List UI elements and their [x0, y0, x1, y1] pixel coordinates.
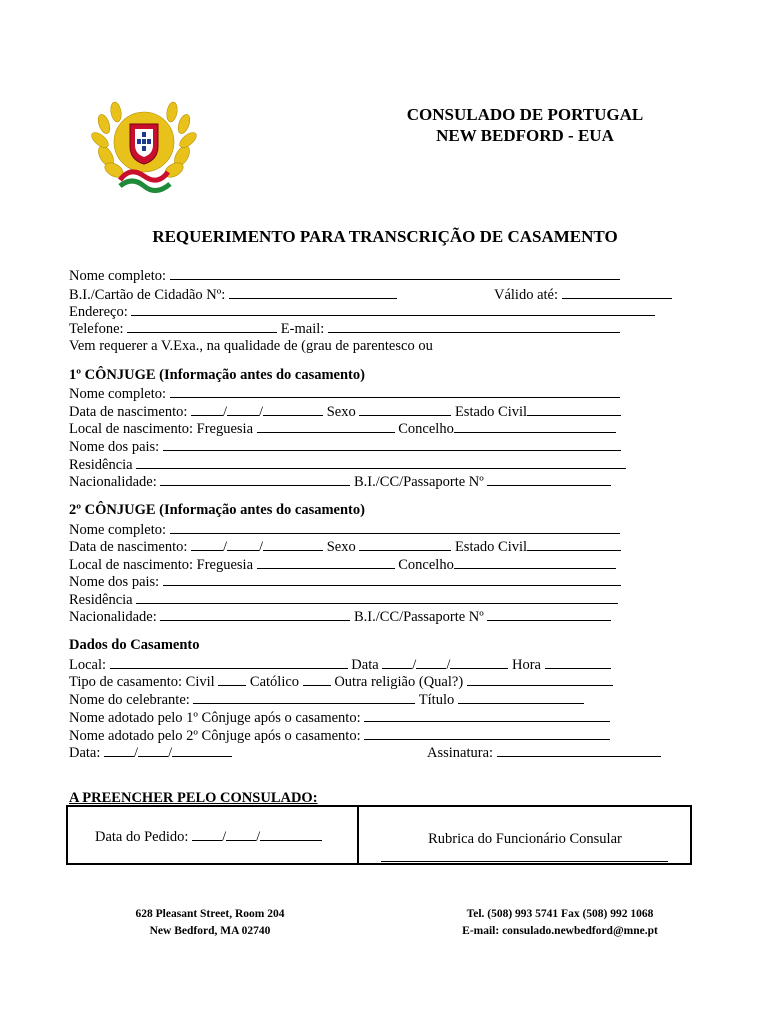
marriage-civil-field[interactable]: [218, 672, 246, 686]
spouse1-birthplace-row: [69, 419, 616, 438]
final-year[interactable]: [172, 743, 232, 757]
label: Data:: [69, 745, 101, 761]
spouse2-nationality-row: [69, 607, 611, 626]
label: Nome completo:: [69, 268, 167, 284]
marriage-name2-field[interactable]: [364, 726, 610, 740]
label: Local de nascimento: Freguesia: [69, 421, 254, 437]
label: Católico: [249, 674, 300, 690]
label: Sexo: [326, 539, 356, 555]
spouse2-birth-row: Data de nascimento: / / Sexo Estado Civil: [69, 537, 621, 556]
final-day[interactable]: [104, 743, 134, 757]
footer-address: [110, 906, 310, 940]
spouse2-residence-field[interactable]: [136, 590, 618, 604]
signature-row: [427, 743, 661, 762]
label: Tipo de casamento: Civil: [69, 674, 215, 690]
spouse1-id-field[interactable]: [487, 472, 611, 486]
consulate-box-divider: [357, 805, 359, 865]
label: Válido até:: [494, 287, 559, 303]
label: Data de nascimento:: [69, 404, 188, 420]
request-date-row: Data do Pedido: / /: [95, 827, 322, 846]
marriage-month[interactable]: [416, 655, 446, 669]
label: Concelho: [398, 557, 454, 573]
spouse2-nationality-field[interactable]: [160, 607, 350, 621]
label: B.I./CC/Passaporte Nº: [354, 609, 484, 625]
label: Nome completo:: [69, 522, 167, 538]
applicant-valid-field[interactable]: [562, 285, 672, 299]
label: Residência: [69, 457, 133, 473]
label: Nome dos pais:: [69, 574, 160, 590]
label: Estado Civil: [454, 539, 528, 555]
spouse1-name-row: [69, 384, 620, 403]
footer-email: E-mail: consulado.newbedford@mne.pt: [462, 925, 658, 937]
request-year[interactable]: [260, 827, 322, 841]
consulate-heading: A PREENCHER PELO CONSULADO:: [69, 790, 318, 806]
spouse1-nationality-field[interactable]: [160, 472, 350, 486]
signature-field[interactable]: [497, 743, 661, 757]
request-day[interactable]: [192, 827, 222, 841]
rubrica-line[interactable]: [381, 861, 668, 862]
marriage-place-row: Local: Data / / Hora: [69, 655, 611, 674]
spouse1-birth-month[interactable]: [227, 402, 259, 416]
spouse2-parents-field[interactable]: [163, 572, 621, 586]
marriage-catholic-field[interactable]: [303, 672, 331, 686]
spouse2-civil-field[interactable]: [527, 537, 621, 551]
spouse1-heading: 1º CÔNJUGE (Informação antes do casamento): [69, 367, 365, 383]
label: Endereço:: [69, 304, 128, 320]
coat-of-arms-logo: [84, 98, 204, 196]
label: Hora: [511, 657, 541, 673]
label: Concelho: [398, 421, 454, 437]
footer-contact: [440, 906, 680, 940]
spouse2-county-field[interactable]: [454, 555, 616, 569]
spouse1-civil-field[interactable]: [527, 402, 621, 416]
label: Outra religião (Qual?): [334, 674, 464, 690]
spouse2-name-field[interactable]: [170, 520, 620, 534]
applicant-name-row: [69, 266, 620, 285]
label: Nacionalidade:: [69, 609, 157, 625]
label: Residência: [69, 592, 133, 608]
spouse2-parish-field[interactable]: [257, 555, 395, 569]
applicant-name-field[interactable]: [170, 266, 620, 280]
spouse1-county-field[interactable]: [454, 419, 616, 433]
marriage-heading: Dados do Casamento: [69, 637, 200, 653]
footer-tel: Tel. (508) 993 5741 Fax (508) 992 1068: [466, 908, 654, 920]
applicant-bi-field[interactable]: [229, 285, 397, 299]
label: Data do Pedido:: [95, 829, 189, 845]
spouse1-parish-field[interactable]: [257, 419, 395, 433]
form-title: REQUERIMENTO PARA TRANSCRIÇÃO DE CASAMENTO: [152, 227, 618, 246]
label: Telefone:: [69, 321, 124, 337]
header-line-2: NEW BEDFORD - EUA: [436, 126, 614, 145]
marriage-time-field[interactable]: [545, 655, 611, 669]
footer-address-1: 628 Pleasant Street, Room 204: [135, 908, 285, 920]
marriage-date-row: Data: / /: [69, 743, 232, 762]
spouse1-nationality-row: [69, 472, 611, 491]
label: Nome do celebrante:: [69, 692, 190, 708]
applicant-phone-row: [69, 319, 620, 338]
label: Nome adotado pelo 2º Cônjuge após o casamento:: [69, 728, 361, 744]
spouse1-parents-field[interactable]: [163, 437, 621, 451]
label: Data: [351, 657, 379, 673]
spouse1-birth-year[interactable]: [263, 402, 323, 416]
label: B.I./Cartão de Cidadão Nº:: [69, 287, 226, 303]
rubrica-label: Rubrica do Funcionário Consular: [428, 831, 622, 847]
footer-address-2: New Bedford, MA 02740: [149, 925, 271, 937]
label: Assinatura:: [427, 745, 494, 761]
spouse1-residence-field[interactable]: [136, 455, 626, 469]
spouse1-parents-row: [69, 437, 621, 456]
label: Local:: [69, 657, 107, 673]
label: Nome dos pais:: [69, 439, 160, 455]
spouse1-sex-field[interactable]: [359, 402, 451, 416]
spouse2-birth-month[interactable]: [227, 537, 259, 551]
applicant-address-field[interactable]: [131, 302, 655, 316]
spouse2-birth-day[interactable]: [191, 537, 223, 551]
marriage-type-row: [69, 672, 613, 691]
marriage-name1-field[interactable]: [364, 708, 610, 722]
label: Local de nascimento: Freguesia: [69, 557, 254, 573]
marriage-day[interactable]: [382, 655, 412, 669]
label: Data de nascimento:: [69, 539, 188, 555]
final-month[interactable]: [138, 743, 168, 757]
marriage-place-field[interactable]: [110, 655, 348, 669]
marriage-other-field[interactable]: [467, 672, 613, 686]
label: Título: [418, 692, 455, 708]
spouse2-heading: 2º CÔNJUGE (Informação antes do casamento): [69, 502, 365, 518]
request-month[interactable]: [226, 827, 256, 841]
label: E-mail:: [280, 321, 325, 337]
consulate-header: [360, 104, 690, 146]
applicant-phone-field[interactable]: [127, 319, 277, 333]
spouse2-birth-year[interactable]: [263, 537, 323, 551]
header-line-1: CONSULADO DE PORTUGAL: [406, 105, 644, 124]
label: Nome completo:: [69, 386, 167, 402]
label: Nome adotado pelo 1º Cônjuge após o casamento:: [69, 710, 361, 726]
applicant-request-row: Vem requerer a V.Exa., na qualidade de (grau de parentesco ou: [69, 338, 433, 354]
spouse2-parents-row: [69, 572, 621, 591]
label: Estado Civil: [454, 404, 528, 420]
label: B.I./CC/Passaporte Nº: [354, 474, 484, 490]
marriage-officiant-row: [69, 690, 584, 709]
spouse1-birth-row: Data de nascimento: / / Sexo Estado Civil: [69, 402, 621, 421]
label: Nacionalidade:: [69, 474, 157, 490]
spouse1-birth-day[interactable]: [191, 402, 223, 416]
label: Sexo: [326, 404, 356, 420]
marriage-name1-row: [69, 708, 610, 727]
marriage-year[interactable]: [450, 655, 508, 669]
marriage-title-field[interactable]: [458, 690, 584, 704]
spouse2-id-field[interactable]: [487, 607, 611, 621]
applicant-email-field[interactable]: [328, 319, 620, 333]
spouse2-sex-field[interactable]: [359, 537, 451, 551]
spouse1-name-field[interactable]: [170, 384, 620, 398]
marriage-officiant-field[interactable]: [193, 690, 415, 704]
